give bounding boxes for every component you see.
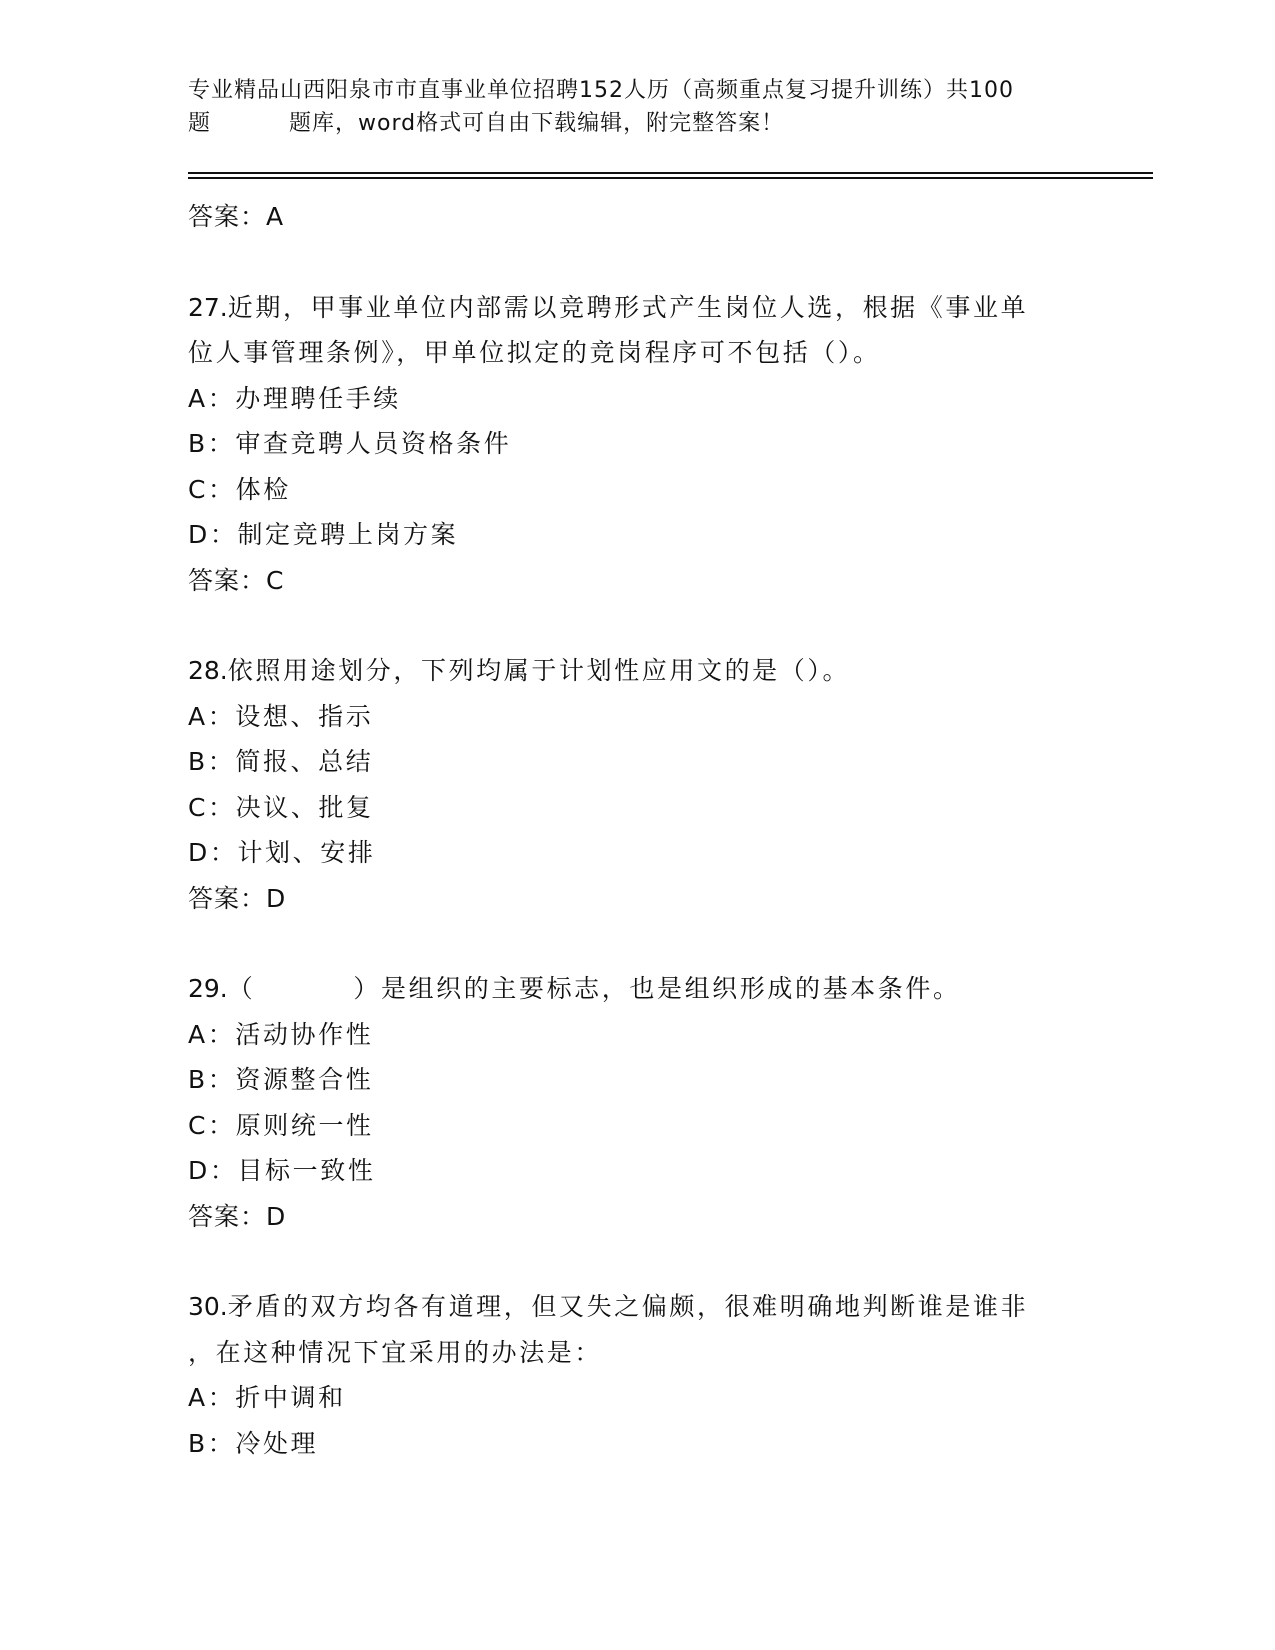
header-line-2 bbox=[188, 107, 1088, 140]
question-stem-line: 28.依照用途划分，下列均属于计划性应用文的是（）。 bbox=[188, 656, 851, 685]
answer: 答案：D bbox=[188, 883, 287, 913]
option-d: D：制定竞聘上岗方案 bbox=[188, 520, 459, 549]
header-subtitle-text: 题库，word格式可自由下载编辑，附完整答案！ bbox=[289, 111, 785, 136]
option-a: A：设想、指示 bbox=[188, 701, 374, 731]
question-stem-line: 29.（ ）是组织的主要标志，也是组织形成的基本条件。 bbox=[188, 974, 961, 1003]
document-header bbox=[188, 74, 1088, 140]
option-b: B：简报、总结 bbox=[188, 747, 374, 776]
question-30 bbox=[188, 1284, 1088, 1466]
option-a: A：办理聘任手续 bbox=[188, 383, 401, 413]
option-c: C：体检 bbox=[188, 474, 291, 504]
option-a: A：折中调和 bbox=[188, 1383, 346, 1412]
question-stem-line: ，在这种情况下宜采用的办法是： bbox=[188, 1337, 603, 1367]
question-content bbox=[188, 194, 1088, 1466]
answer: 答案：D bbox=[188, 1201, 287, 1231]
question-number: 29. bbox=[188, 974, 228, 1003]
answer: 答案：C bbox=[188, 565, 285, 595]
option-b: B：审查竞聘人员资格条件 bbox=[188, 429, 512, 458]
question-28 bbox=[188, 648, 1088, 921]
option-b: B：资源整合性 bbox=[188, 1065, 374, 1094]
header-line-1 bbox=[188, 74, 1088, 107]
header-rule-bottom bbox=[188, 177, 1153, 179]
header-title-text: 专业精品山西阳泉市市直事业单位招聘152人历（高频重点复习提升训练）共100 bbox=[188, 78, 1014, 103]
header-title-suffix: 题 bbox=[188, 111, 212, 136]
question-29 bbox=[188, 966, 1088, 1239]
option-a: A：活动协作性 bbox=[188, 1019, 374, 1049]
question-number: 30. bbox=[188, 1292, 228, 1321]
option-b: B：冷处理 bbox=[188, 1428, 319, 1458]
option-c: C：决议、批复 bbox=[188, 792, 374, 822]
option-c: C：原则统一性 bbox=[188, 1110, 374, 1140]
option-d: D：计划、安排 bbox=[188, 838, 376, 867]
question-stem-line: 位人事管理条例》，甲单位拟定的竞岗程序可不包括（）。 bbox=[188, 338, 881, 367]
previous-answer: 答案：A bbox=[188, 202, 285, 231]
question-stem-line: 30.矛盾的双方均各有道理，但又失之偏颇，很难明确地判断谁是谁非 bbox=[188, 1292, 1029, 1321]
question-27 bbox=[188, 285, 1088, 604]
header-rule-top bbox=[188, 172, 1153, 174]
option-d: D：目标一致性 bbox=[188, 1156, 376, 1185]
question-stem-line: 27.近期，甲事业单位内部需以竞聘形式产生岗位人选，根据《事业单 bbox=[188, 292, 1029, 322]
question-number: 27. bbox=[188, 292, 228, 322]
question-number: 28. bbox=[188, 656, 228, 685]
